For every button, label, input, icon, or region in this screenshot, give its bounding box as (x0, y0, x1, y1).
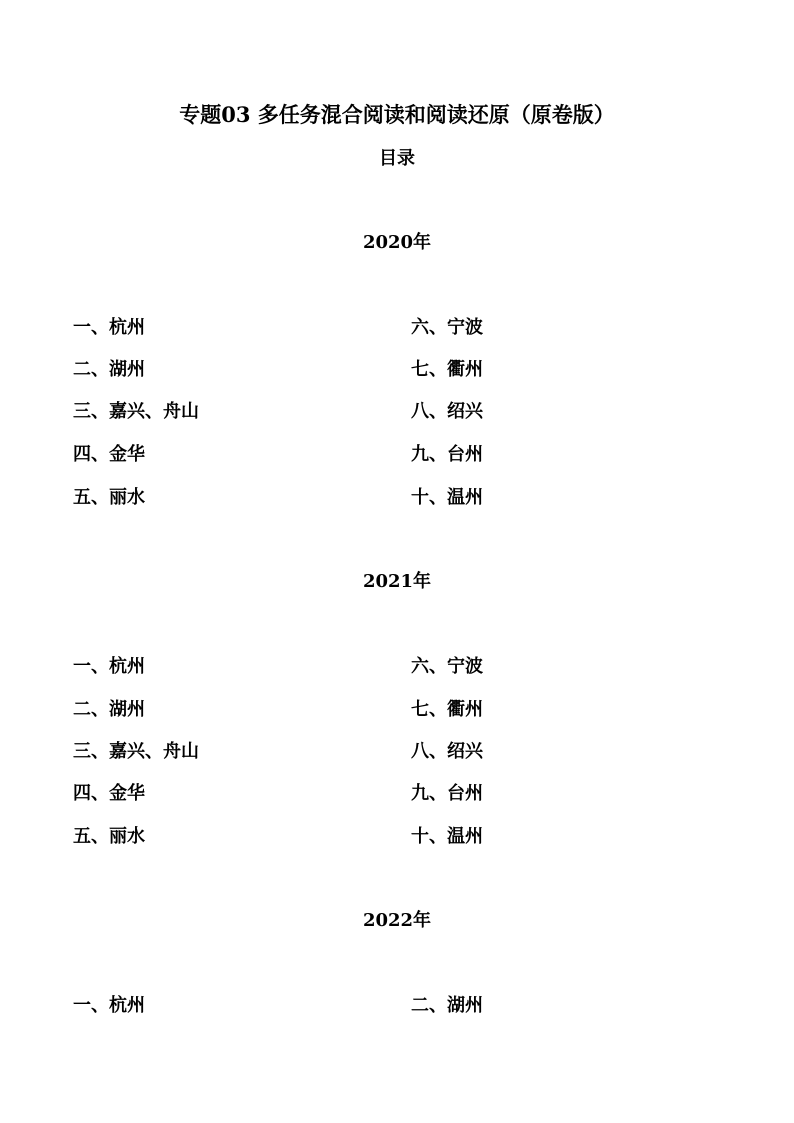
toc-entry: 七、衢州 (411, 699, 483, 720)
section-year-2020: 2020年 (362, 232, 432, 253)
toc-entry: 三、嘉兴、舟山 (73, 401, 199, 422)
toc-entry: 八、绍兴 (411, 741, 483, 762)
toc-entry: 六、宁波 (411, 656, 483, 677)
section-year-2022: 2022年 (362, 910, 432, 931)
section-year-2021: 2021年 (362, 571, 432, 592)
toc-entry: 三、嘉兴、舟山 (73, 741, 199, 762)
toc-entry: 四、金华 (73, 783, 145, 804)
toc-entry: 二、湖州 (73, 699, 145, 720)
toc-entry: 四、金华 (73, 444, 145, 465)
toc-entry: 九、台州 (411, 783, 483, 804)
toc-entry: 五、丽水 (73, 487, 145, 508)
toc-entry: 五、丽水 (73, 826, 145, 847)
toc-entry: 六、宁波 (411, 317, 483, 338)
toc-entry: 十、温州 (411, 826, 483, 847)
toc-entry: 八、绍兴 (411, 401, 483, 422)
toc-entry: 一、杭州 (73, 317, 145, 338)
document-title: 专题03 多任务混合阅读和阅读还原（原卷版） (179, 102, 615, 127)
toc-entry: 一、杭州 (73, 995, 145, 1016)
toc-entry: 七、衢州 (411, 359, 483, 380)
toc-entry: 九、台州 (411, 444, 483, 465)
toc-entry: 十、温州 (411, 487, 483, 508)
toc-entry: 一、杭州 (73, 656, 145, 677)
toc-heading: 目录 (379, 148, 415, 169)
toc-entry: 二、湖州 (411, 995, 483, 1016)
toc-entry: 二、湖州 (73, 359, 145, 380)
